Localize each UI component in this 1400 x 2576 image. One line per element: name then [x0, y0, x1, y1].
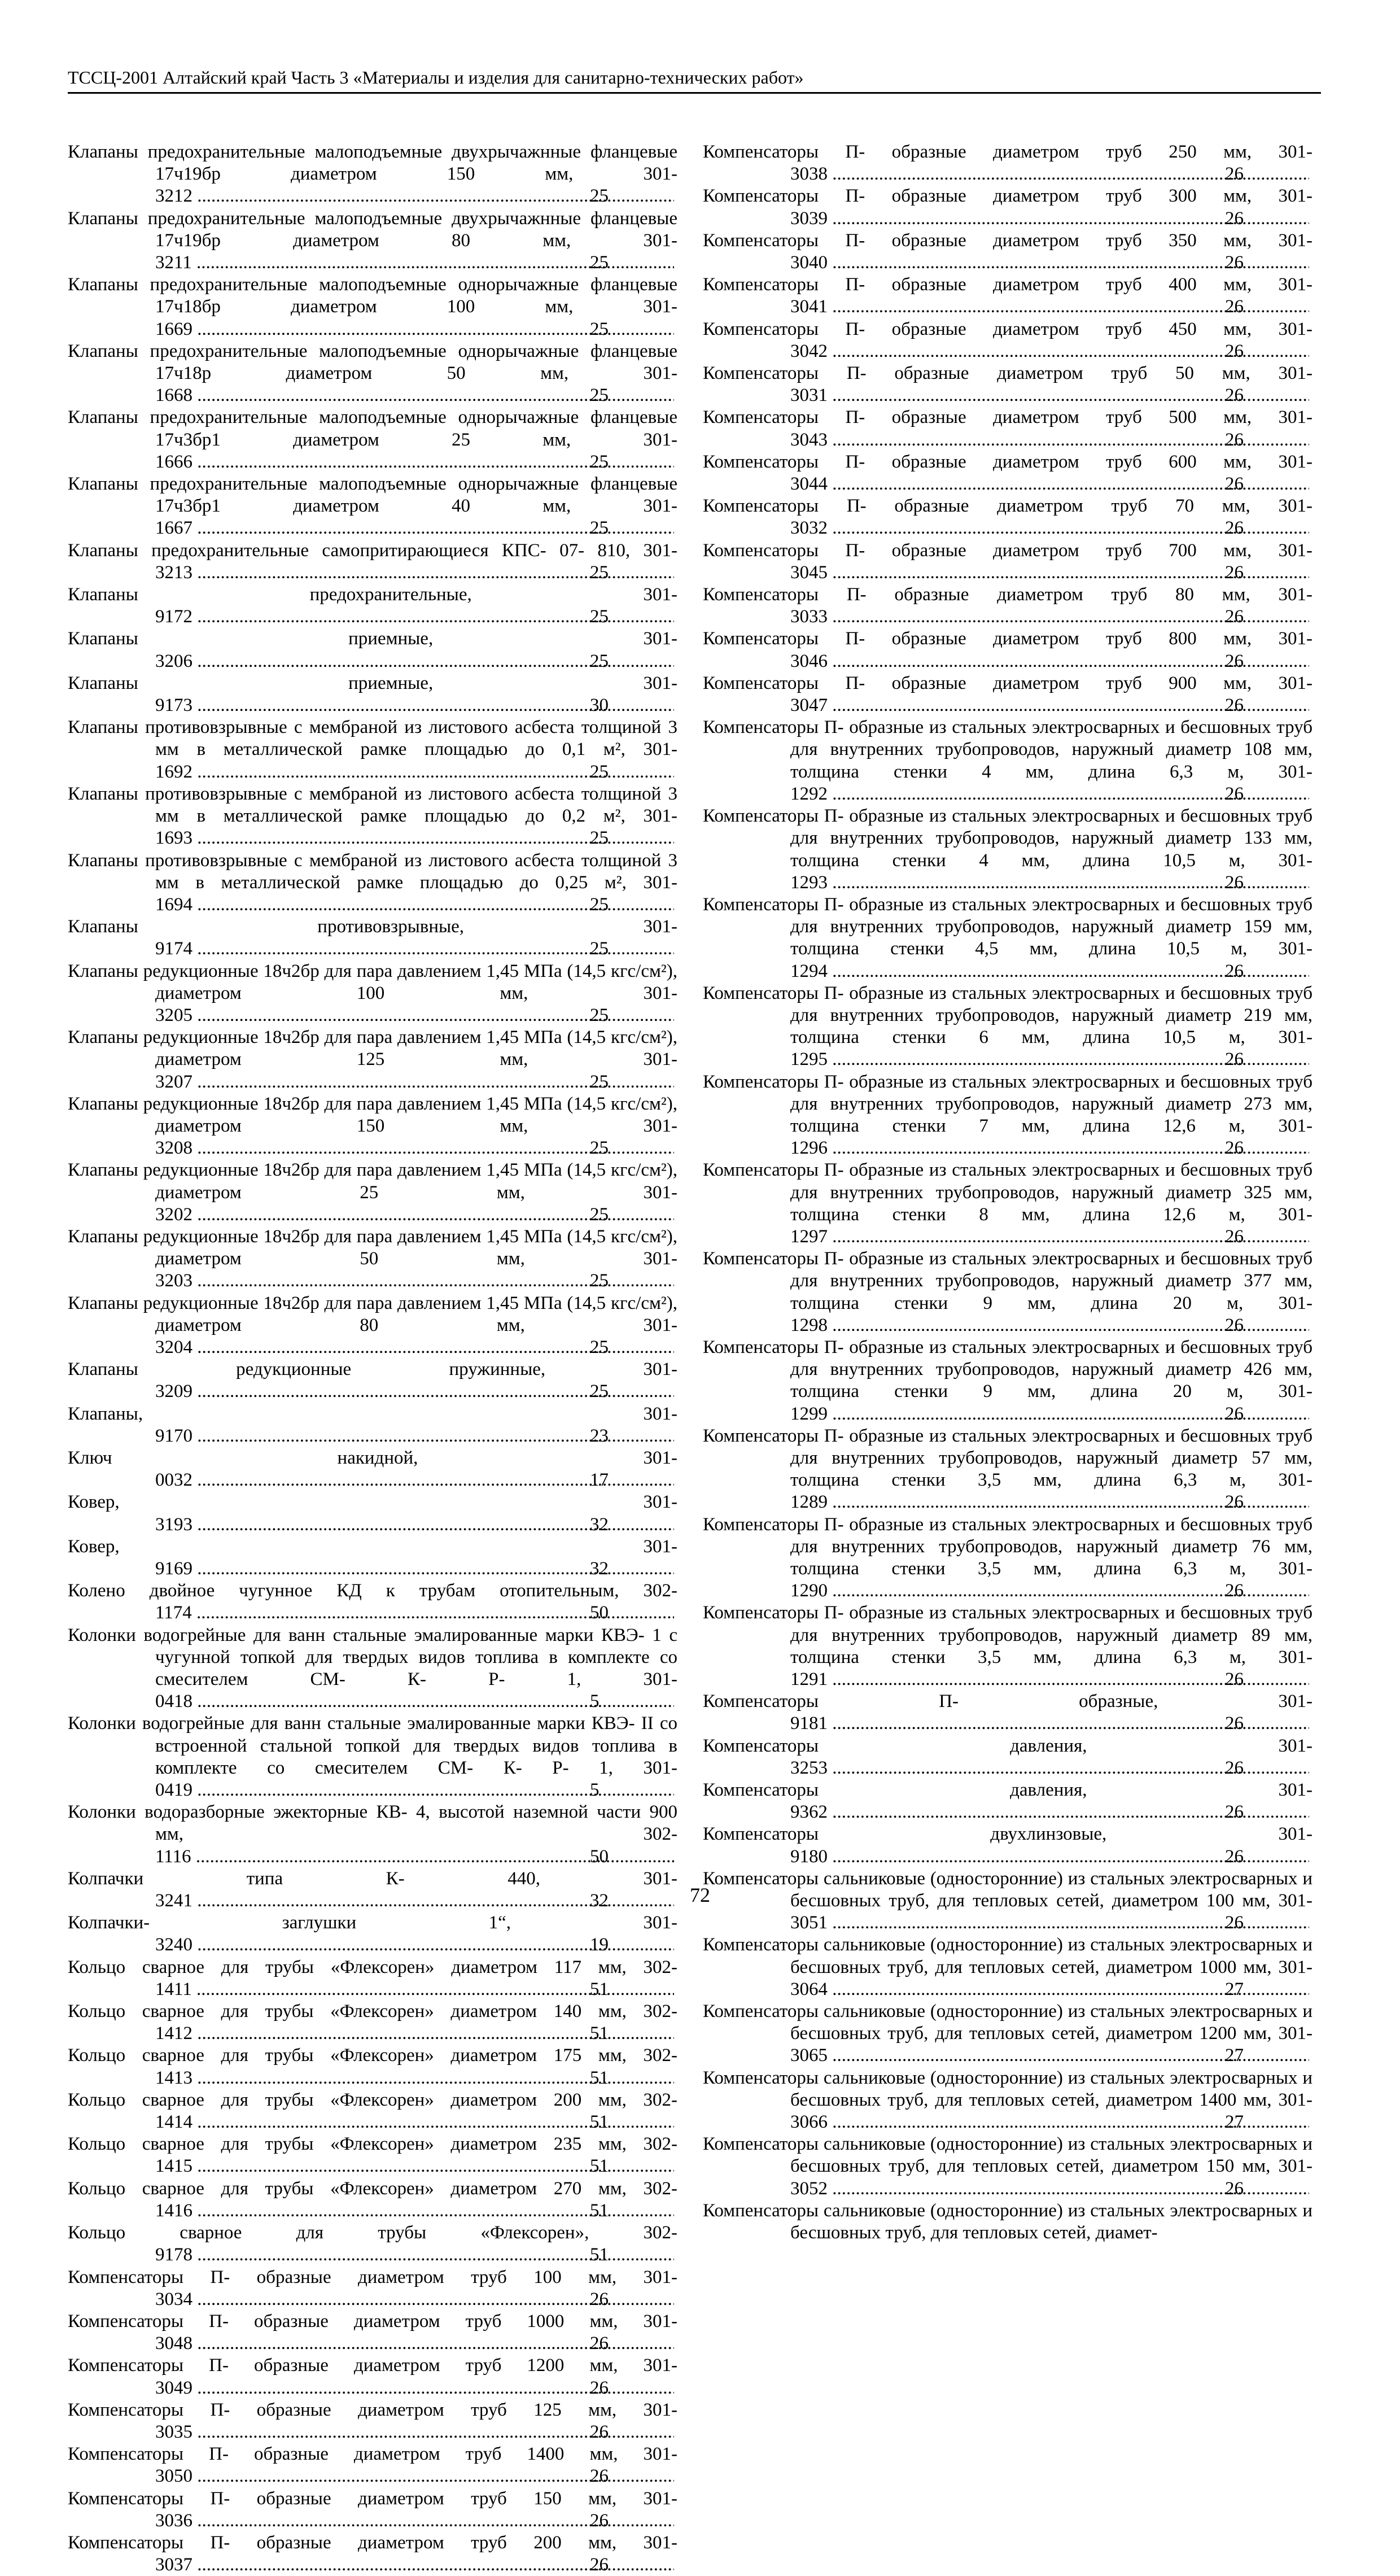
- index-entry: [703, 1823, 1313, 1867]
- entry-page-number: 25: [674, 1270, 677, 1292]
- entry-page-number: 51: [674, 2155, 677, 2177]
- running-header: ТССЦ-2001 Алтайский край Часть 3 «Материалы и изделия для санитарно-технических работ»: [68, 65, 1321, 94]
- index-entry: [68, 2267, 677, 2311]
- entry-page-number: 26: [1309, 1801, 1313, 1823]
- entry-text: Клапаны предохранительные малоподъемные однорычажные фланцевые 17ч18р диаметром 50 мм, 301- 1668 .....: [68, 341, 677, 405]
- entry-page-number: 25: [674, 606, 677, 628]
- entry-page-number: 51: [674, 2244, 677, 2266]
- entry-text: Клапаны редукционные 18ч2бр для пара давлением 1,45 МПа (14,5 кгс/см²), диаметром 150 мм, 301- 3208 .....: [68, 1094, 677, 1158]
- entry-page-number: 26: [1309, 1580, 1313, 1602]
- entry-text: Колпачки- заглушки 1“, 301- 3240 .....: [68, 1913, 677, 1955]
- entry-page-number: 32: [674, 1558, 677, 1580]
- index-entry: [68, 2001, 677, 2045]
- entry-page-number: 26: [1309, 163, 1313, 185]
- entry-page-number: 25: [674, 451, 677, 473]
- index-entry: [68, 1447, 677, 1491]
- entry-text: Компенсаторы П- образные диаметром труб 500 мм, 301- 3043 .....: [703, 407, 1313, 449]
- entry-text: Кольцо сварное для трубы «Флексорен», 302- 9178 .....: [68, 2223, 677, 2265]
- entry-text: Компенсаторы П- образные из стальных электросварных и бесшовных труб для внутренних трубопроводов, наружный диаметр 273 мм, толщина стенки 7 мм, длина 12,6 м, 301- 1296 .....: [703, 1072, 1313, 1159]
- index-entry: [68, 584, 677, 628]
- entry-text: Компенсаторы сальниковые (односторонние) из стальных электросварных и бесшовных труб, для тепловых сетей, диаметром 1000 мм, 301- 3064 .....: [703, 1935, 1313, 1999]
- index-entry: [68, 407, 677, 473]
- entry-text: Компенсаторы П- образные диаметром труб 1000 мм, 301- 3048 .....: [68, 2311, 677, 2354]
- entry-page-number: 5: [674, 1779, 677, 1801]
- index-entry: [68, 783, 677, 850]
- entry-page-number: 32: [674, 1514, 677, 1536]
- index-entry: [703, 1602, 1313, 1691]
- index-entry: [703, 1248, 1313, 1337]
- entry-page-number: 17: [674, 1469, 677, 1491]
- index-column-left: [68, 141, 677, 2576]
- index-entry: [703, 2133, 1313, 2200]
- entry-page-number: 26: [1309, 1491, 1313, 1513]
- entry-page-number: 25: [674, 650, 677, 673]
- entry-page-number: 50: [674, 1846, 677, 1868]
- entry-page-number: 23: [674, 1425, 677, 1447]
- index-entry: [68, 1403, 677, 1447]
- entry-text: Ключ накидной, 301- 0032 .....: [68, 1448, 677, 1490]
- entry-text: Компенсаторы двухлинзовые, 301- 9180 .....: [703, 1824, 1313, 1866]
- entry-text: Компенсаторы П- образные диаметром труб 900 мм, 301- 3047 .....: [703, 673, 1313, 715]
- entry-text: Клапаны редукционные 18ч2бр для пара давлением 1,45 МПа (14,5 кгс/см²), диаметром 50 мм, 301- 3203 .....: [68, 1226, 677, 1291]
- index-entry: [703, 451, 1313, 495]
- entry-text: Компенсаторы сальниковые (односторонние) из стальных электросварных и бесшовных труб, для тепловых сетей, диаметром 100 мм, 301- 3051 .....: [703, 1868, 1313, 1933]
- entry-text: Компенсаторы П- образные из стальных электросварных и бесшовных труб для внутренних трубопроводов, наружный диаметр 219 мм, толщина стенки 6 мм, длина 10,5 м, 301- 1295 .....: [703, 983, 1313, 1070]
- entry-page-number: 25: [674, 517, 677, 539]
- entry-text: Компенсаторы П- образные диаметром труб 600 мм, 301- 3044 .....: [703, 452, 1313, 494]
- entry-page-number: 26: [1309, 296, 1313, 318]
- entry-page-number: 26: [1309, 1137, 1313, 1159]
- entry-page-number: 26: [1309, 960, 1313, 983]
- index-entry: [703, 717, 1313, 805]
- entry-text: Компенсаторы давления, 301- 3253 .....: [703, 1736, 1313, 1778]
- entry-text: Клапаны предохранительные малоподъемные двухрычажнные фланцевые 17ч19бр диаметром 80 мм, 301- 3211 .....: [68, 208, 677, 273]
- entry-text: Компенсаторы П- образные диаметром труб 1200 мм, 301- 3049 .....: [68, 2355, 677, 2398]
- entry-text: Колонки водогрейные для ванн стальные эмалированные марки КВЭ- II со встроенной стальной топкой для твердых видов топлива в комплекте со смесителем СМ- К- Р- 1, 301- 0419 .....: [68, 1713, 677, 1800]
- index-entry: [703, 2200, 1313, 2244]
- entry-text: Компенсаторы П- образные из стальных электросварных и бесшовных труб для внутренних трубопроводов, наружный диаметр 108 мм, толщина стенки 4 мм, длина 6,3 м, 301- 1292 .....: [703, 717, 1313, 804]
- page-number: 72: [690, 1884, 710, 1906]
- entry-text: Клапаны противовзрывные с мембраной из листового асбеста толщиной 3 мм в металлической рамке площадью до 0,1 м², 301- 1692 .....: [68, 717, 677, 781]
- entry-text: Компенсаторы П- образные диаметром труб 450 мм, 301- 3042 .....: [703, 319, 1313, 361]
- index-entry: [703, 983, 1313, 1071]
- index-entry: [703, 1691, 1313, 1735]
- entry-page-number: 25: [674, 761, 677, 783]
- entry-page-number: 27: [1309, 2111, 1313, 2133]
- index-entry: [68, 2443, 677, 2487]
- entry-text: Клапаны противовзрывные с мембраной из листового асбеста толщиной 3 мм в металлической рамке площадью до 0,2 м², 301- 1693 .....: [68, 784, 677, 848]
- entry-text: Клапаны предохранительные, 301- 9172 .....: [68, 584, 677, 627]
- entry-text: Компенсаторы сальниковые (односторонние) из стальных электросварных и бесшовных труб, для тепловых сетей, диаметром 1200 мм, 301- 3065 .....: [703, 2001, 1313, 2066]
- index-entry: [703, 628, 1313, 672]
- entry-page-number: 26: [674, 2333, 677, 2355]
- entry-page-number: 25: [674, 1381, 677, 1403]
- entry-page-number: 26: [1309, 252, 1313, 274]
- index-entry: [68, 850, 677, 916]
- entry-page-number: 25: [674, 1071, 677, 1093]
- index-entry: [703, 274, 1313, 318]
- index-entry: [68, 628, 677, 672]
- index-entry: [703, 1071, 1313, 1160]
- entry-page-number: 26: [1309, 562, 1313, 584]
- entry-page-number: 19: [674, 1934, 677, 1956]
- entry-page-number: 25: [674, 1005, 677, 1027]
- entry-text: Компенсаторы П- образные диаметром труб 50 мм, 301- 3031 .....: [703, 363, 1313, 405]
- index-entry: [703, 407, 1313, 451]
- entry-page-number: 26: [674, 2289, 677, 2311]
- index-entry: [703, 584, 1313, 628]
- index-entry: [68, 2045, 677, 2089]
- entry-text: Клапаны противовзрывные, 301- 9174 .....: [68, 916, 677, 959]
- index-entry: [68, 1159, 677, 1226]
- entry-page-number: 25: [674, 1337, 677, 1359]
- index-entry: [68, 717, 677, 783]
- entry-text: Компенсаторы П- образные диаметром труб 150 мм, 301- 3036 .....: [68, 2488, 677, 2531]
- index-entry: [68, 916, 677, 960]
- entry-page-number: 26: [674, 2377, 677, 2399]
- index-entry: [68, 1912, 677, 1956]
- entry-page-number: 25: [674, 1137, 677, 1159]
- entry-page-number: 26: [1309, 1403, 1313, 1425]
- entry-text: Колонки водогрейные для ванн стальные эмалированные марки КВЭ- 1 с чугунной топкой для твердых видов топлива в комплекте со смесителем СМ- К- Р- 1, 301- 0418 .....: [68, 1625, 677, 1712]
- index-entry: [68, 540, 677, 584]
- index-entry: [703, 318, 1313, 363]
- entry-page-number: 26: [674, 2554, 677, 2576]
- index-entry: [68, 1093, 677, 1160]
- entry-text: Кольцо сварное для трубы «Флексорен» диаметром 235 мм, 302- 1415 .....: [68, 2134, 677, 2176]
- index-entry: [68, 141, 677, 208]
- index-entry: [703, 1779, 1313, 1823]
- index-entry: [703, 363, 1313, 407]
- entry-text: Компенсаторы П- образные из стальных электросварных и бесшовных труб для внутренних трубопроводов, наружный диаметр 377 мм, толщина стенки 9 мм, длина 20 м, 301- 1298 .....: [703, 1248, 1313, 1335]
- index-entry: [68, 274, 677, 340]
- entry-page-number: 51: [674, 2200, 677, 2222]
- index-entry: [703, 805, 1313, 894]
- entry-text: Компенсаторы П- образные из стальных электросварных и бесшовных труб для внутренних трубопроводов, наружный диаметр 159 мм, толщина стенки 4,5 мм, длина 10,5 м, 301- 1294 .....: [703, 894, 1313, 981]
- entry-text: Колонки водоразборные эжекторные КВ- 4, высотой наземной части 900 мм, 302- 1116 .....: [68, 1802, 677, 1866]
- index-column-right: [703, 141, 1313, 2244]
- index-entry: [68, 2532, 677, 2576]
- entry-text: Компенсаторы П- образные диаметром труб 300 мм, 301- 3039 .....: [703, 186, 1313, 228]
- entry-page-number: 26: [1309, 695, 1313, 717]
- entry-page-number: 26: [1309, 1713, 1313, 1735]
- entry-page-number: 25: [674, 562, 677, 584]
- entry-text: Компенсаторы П- образные диаметром труб 70 мм, 301- 3032 .....: [703, 496, 1313, 538]
- entry-text: Колпачки типа К- 440, 301- 3241 .....: [68, 1868, 677, 1911]
- entry-text: Компенсаторы П- образные диаметром труб 250 мм, 301- 3038 .....: [703, 142, 1313, 184]
- index-entry: [68, 473, 677, 540]
- entry-text: Компенсаторы П- образные диаметром труб 400 мм, 301- 3041 .....: [703, 274, 1313, 317]
- entry-text: Компенсаторы П- образные из стальных электросварных и бесшовных труб для внутренних трубопроводов, наружный диаметр 325 мм, толщина стенки 8 мм, длина 12,6 м, 301- 1297 .....: [703, 1160, 1313, 1247]
- entry-text: Клапаны предохранительные самопритирающиеся КПС- 07- 810, 301- 3213 .....: [68, 540, 677, 583]
- entry-page-number: 26: [1309, 1226, 1313, 1248]
- index-entry: [68, 1359, 677, 1403]
- entry-page-number: 25: [674, 385, 677, 407]
- index-entry: [703, 2001, 1313, 2067]
- entry-text: Клапаны противовзрывные с мембраной из листового асбеста толщиной 3 мм в металлической рамке площадью до 0,25 м², 301- 1694 .....: [68, 850, 677, 915]
- entry-text: Кольцо сварное для трубы «Флексорен» диаметром 117 мм, 302- 1411 .....: [68, 1957, 677, 1999]
- index-entry: [68, 2178, 677, 2222]
- index-entry: [68, 673, 677, 717]
- entry-page-number: 26: [1309, 385, 1313, 407]
- index-entry: [703, 230, 1313, 274]
- entry-text: Компенсаторы давления, 301- 9362 .....: [703, 1780, 1313, 1822]
- entry-page-number: 26: [1309, 340, 1313, 363]
- entry-page-number: 26: [1309, 650, 1313, 673]
- entry-page-number: 25: [674, 894, 677, 916]
- entry-text: Кольцо сварное для трубы «Флексорен» диаметром 140 мм, 302- 1412 .....: [68, 2001, 677, 2044]
- entry-page-number: 26: [1309, 1049, 1313, 1071]
- entry-text: Компенсаторы П- образные диаметром труб 800 мм, 301- 3046 .....: [703, 628, 1313, 671]
- index-entry: [68, 1580, 677, 1624]
- entry-text: Колено двойное чугунное КД к трубам отопительным, 302- 1174 .....: [68, 1580, 677, 1623]
- entry-text: Компенсаторы сальниковые (односторонние) из стальных электросварных и бесшовных труб, для тепловых сетей, диаметром 1400 мм, 301- 3066 .....: [703, 2068, 1313, 2132]
- entry-page-number: 25: [674, 827, 677, 849]
- index-entry: [68, 2311, 677, 2355]
- entry-page-number: 26: [1309, 1315, 1313, 1337]
- index-entry: [703, 141, 1313, 185]
- entry-text: Компенсаторы П- образные диаметром труб 700 мм, 301- 3045 .....: [703, 540, 1313, 583]
- entry-text: Компенсаторы сальниковые (односторонние) из стальных электросварных и бесшовных труб, для тепловых сетей, диамет-: [703, 2200, 1313, 2243]
- index-entry: [68, 2133, 677, 2177]
- index-entry: [703, 673, 1313, 717]
- entry-page-number: 26: [674, 2465, 677, 2487]
- index-entry: [703, 1159, 1313, 1248]
- entry-text: Компенсаторы П- образные из стальных электросварных и бесшовных труб для внутренних трубопроводов, наружный диаметр 76 мм, толщина стенки 3,5 мм, длина 6,3 м, 301- 1290 .....: [703, 1514, 1313, 1601]
- entry-page-number: 51: [674, 2111, 677, 2133]
- index-entry: [68, 2089, 677, 2133]
- entry-page-number: 32: [674, 1890, 677, 1912]
- entry-text: Компенсаторы П- образные диаметром труб 350 мм, 301- 3040 .....: [703, 230, 1313, 273]
- index-entry: [68, 340, 677, 407]
- entry-page-number: 26: [674, 2510, 677, 2532]
- entry-text: Компенсаторы П- образные из стальных электросварных и бесшовных труб для внутренних трубопроводов, наружный диаметр 133 мм, толщина стенки 4 мм, длина 10,5 м, 301- 1293 .....: [703, 806, 1313, 893]
- entry-page-number: 26: [1309, 1757, 1313, 1779]
- entry-text: Компенсаторы П- образные диаметром труб 80 мм, 301- 3033 .....: [703, 584, 1313, 627]
- entry-text: Кольцо сварное для трубы «Флексорен» диаметром 175 мм, 302- 1413 .....: [68, 2045, 677, 2088]
- index-entry: [68, 1713, 677, 1801]
- index-entry: [68, 1625, 677, 1713]
- entry-text: Клапаны редукционные пружинные, 301- 3209 .....: [68, 1359, 677, 1401]
- index-entry: [703, 1337, 1313, 1425]
- entry-page-number: 26: [674, 2421, 677, 2443]
- index-entry: [68, 1226, 677, 1293]
- entry-text: Компенсаторы П- образные диаметром труб 125 мм, 301- 3035 .....: [68, 2400, 677, 2442]
- entry-page-number: 26: [1309, 429, 1313, 451]
- entry-text: Компенсаторы П- образные диаметром труб 1400 мм, 301- 3050 .....: [68, 2444, 677, 2486]
- entry-page-number: 25: [674, 1204, 677, 1226]
- entry-page-number: 5: [674, 1691, 677, 1713]
- index-entry: [68, 2222, 677, 2266]
- entry-page-number: 26: [1309, 872, 1313, 894]
- entry-text: Кольцо сварное для трубы «Флексорен» диаметром 200 мм, 302- 1414 .....: [68, 2090, 677, 2132]
- entry-text: Клапаны предохранительные малоподъемные двухрычажнные фланцевые 17ч19бр диаметром 150 мм, 301- 3212 .....: [68, 142, 677, 206]
- entry-page-number: 25: [674, 938, 677, 960]
- entry-page-number: 25: [674, 318, 677, 340]
- entry-page-number: 26: [1309, 208, 1313, 230]
- entry-page-number: 26: [1309, 783, 1313, 805]
- entry-page-number: 26: [1309, 1669, 1313, 1691]
- index-entry: [68, 2488, 677, 2532]
- entry-page-number: 25: [674, 252, 677, 274]
- entry-page-number: 51: [674, 1979, 677, 2001]
- entry-text: Ковер, 301- 3193 .....: [68, 1492, 677, 1534]
- entry-text: Компенсаторы П- образные, 301- 9181 .....: [703, 1691, 1313, 1734]
- index-entry: [68, 1027, 677, 1093]
- index-entry: [703, 894, 1313, 983]
- entry-text: Компенсаторы П- образные из стальных электросварных и бесшовных труб для внутренних трубопроводов, наружный диаметр 89 мм, толщина стенки 3,5 мм, длина 6,3 м, 301- 1291 .....: [703, 1603, 1313, 1689]
- index-entry: [68, 1491, 677, 1535]
- entry-page-number: 26: [1309, 1846, 1313, 1868]
- index-entry: [68, 960, 677, 1027]
- entry-text: Клапаны предохранительные малоподъемные однорычажные фланцевые 17ч3бр1 диаметром 25 мм, 301- 1666 .....: [68, 407, 677, 471]
- entry-page-number: 26: [1309, 473, 1313, 495]
- entry-text: Кольцо сварное для трубы «Флексорен» диаметром 270 мм, 302- 1416 .....: [68, 2178, 677, 2221]
- index-entry: [68, 1801, 677, 1868]
- index-entry: [68, 208, 677, 274]
- entry-text: Компенсаторы П- образные из стальных электросварных и бесшовных труб для внутренних трубопроводов, наружный диаметр 57 мм, толщина стенки 3,5 мм, длина 6,3 м, 301- 1289 .....: [703, 1426, 1313, 1513]
- entry-text: Компенсаторы П- образные диаметром труб 100 мм, 301- 3034 .....: [68, 2267, 677, 2309]
- index-entry: [68, 1293, 677, 1359]
- index-entry: [68, 1957, 677, 2001]
- entry-text: Компенсаторы П- образные диаметром труб 200 мм, 301- 3037 .....: [68, 2533, 677, 2575]
- entry-text: Клапаны редукционные 18ч2бр для пара давлением 1,45 МПа (14,5 кгс/см²), диаметром 25 мм, 301- 3202 .....: [68, 1160, 677, 1224]
- entry-page-number: 26: [1309, 2178, 1313, 2200]
- entry-text: Клапаны приемные, 301- 3206 .....: [68, 628, 677, 671]
- index-entry: [68, 1536, 677, 1580]
- entry-page-number: 51: [674, 2067, 677, 2089]
- index-entry: [703, 540, 1313, 584]
- entry-page-number: 30: [674, 695, 677, 717]
- entry-page-number: 27: [1309, 1979, 1313, 2001]
- index-entry: [703, 1425, 1313, 1514]
- index-entry: [703, 1934, 1313, 2001]
- entry-text: Компенсаторы сальниковые (односторонние) из стальных электросварных и бесшовных труб, для тепловых сетей, диаметром 150 мм, 301- 3052 .....: [703, 2134, 1313, 2198]
- entry-page-number: 27: [1309, 2045, 1313, 2067]
- entry-text: Клапаны, 301- 9170 .....: [68, 1404, 677, 1446]
- index-entry: [703, 185, 1313, 229]
- entry-text: Компенсаторы П- образные из стальных электросварных и бесшовных труб для внутренних трубопроводов, наружный диаметр 426 мм, толщина стенки 9 мм, длина 20 м, 301- 1299 .....: [703, 1337, 1313, 1424]
- entry-page-number: 26: [1309, 606, 1313, 628]
- index-entry: [68, 2355, 677, 2399]
- index-entry: [703, 1514, 1313, 1603]
- index-entry: [703, 1735, 1313, 1779]
- entry-text: Клапаны приемные, 301- 9173 .....: [68, 673, 677, 715]
- index-entry: [68, 2399, 677, 2443]
- entry-page-number: 50: [674, 1602, 677, 1624]
- entry-text: Клапаны предохранительные малоподъемные однорычажные фланцевые 17ч18бр диаметром 100 мм, 301- 1669 .....: [68, 274, 677, 339]
- entry-text: Клапаны редукционные 18ч2бр для пара давлением 1,45 МПа (14,5 кгс/см²), диаметром 100 мм, 301- 3205 .....: [68, 961, 677, 1025]
- index-entry: [703, 495, 1313, 539]
- entry-page-number: 26: [1309, 1912, 1313, 1934]
- entry-text: Клапаны предохранительные малоподъемные однорычажные фланцевые 17ч3бр1 диаметром 40 мм, 301- 1667 .....: [68, 474, 677, 538]
- entry-text: Ковер, 301- 9169 .....: [68, 1536, 677, 1579]
- entry-page-number: 51: [674, 2023, 677, 2045]
- index-entry: [703, 2067, 1313, 2134]
- entry-text: Клапаны редукционные 18ч2бр для пара давлением 1,45 МПа (14,5 кгс/см²), диаметром 80 мм, 301- 3204 .....: [68, 1293, 677, 1357]
- entry-text: Клапаны редукционные 18ч2бр для пара давлением 1,45 МПа (14,5 кгс/см²), диаметром 125 мм, 301- 3207 .....: [68, 1027, 677, 1091]
- entry-page-number: 25: [674, 185, 677, 207]
- entry-page-number: 26: [1309, 517, 1313, 539]
